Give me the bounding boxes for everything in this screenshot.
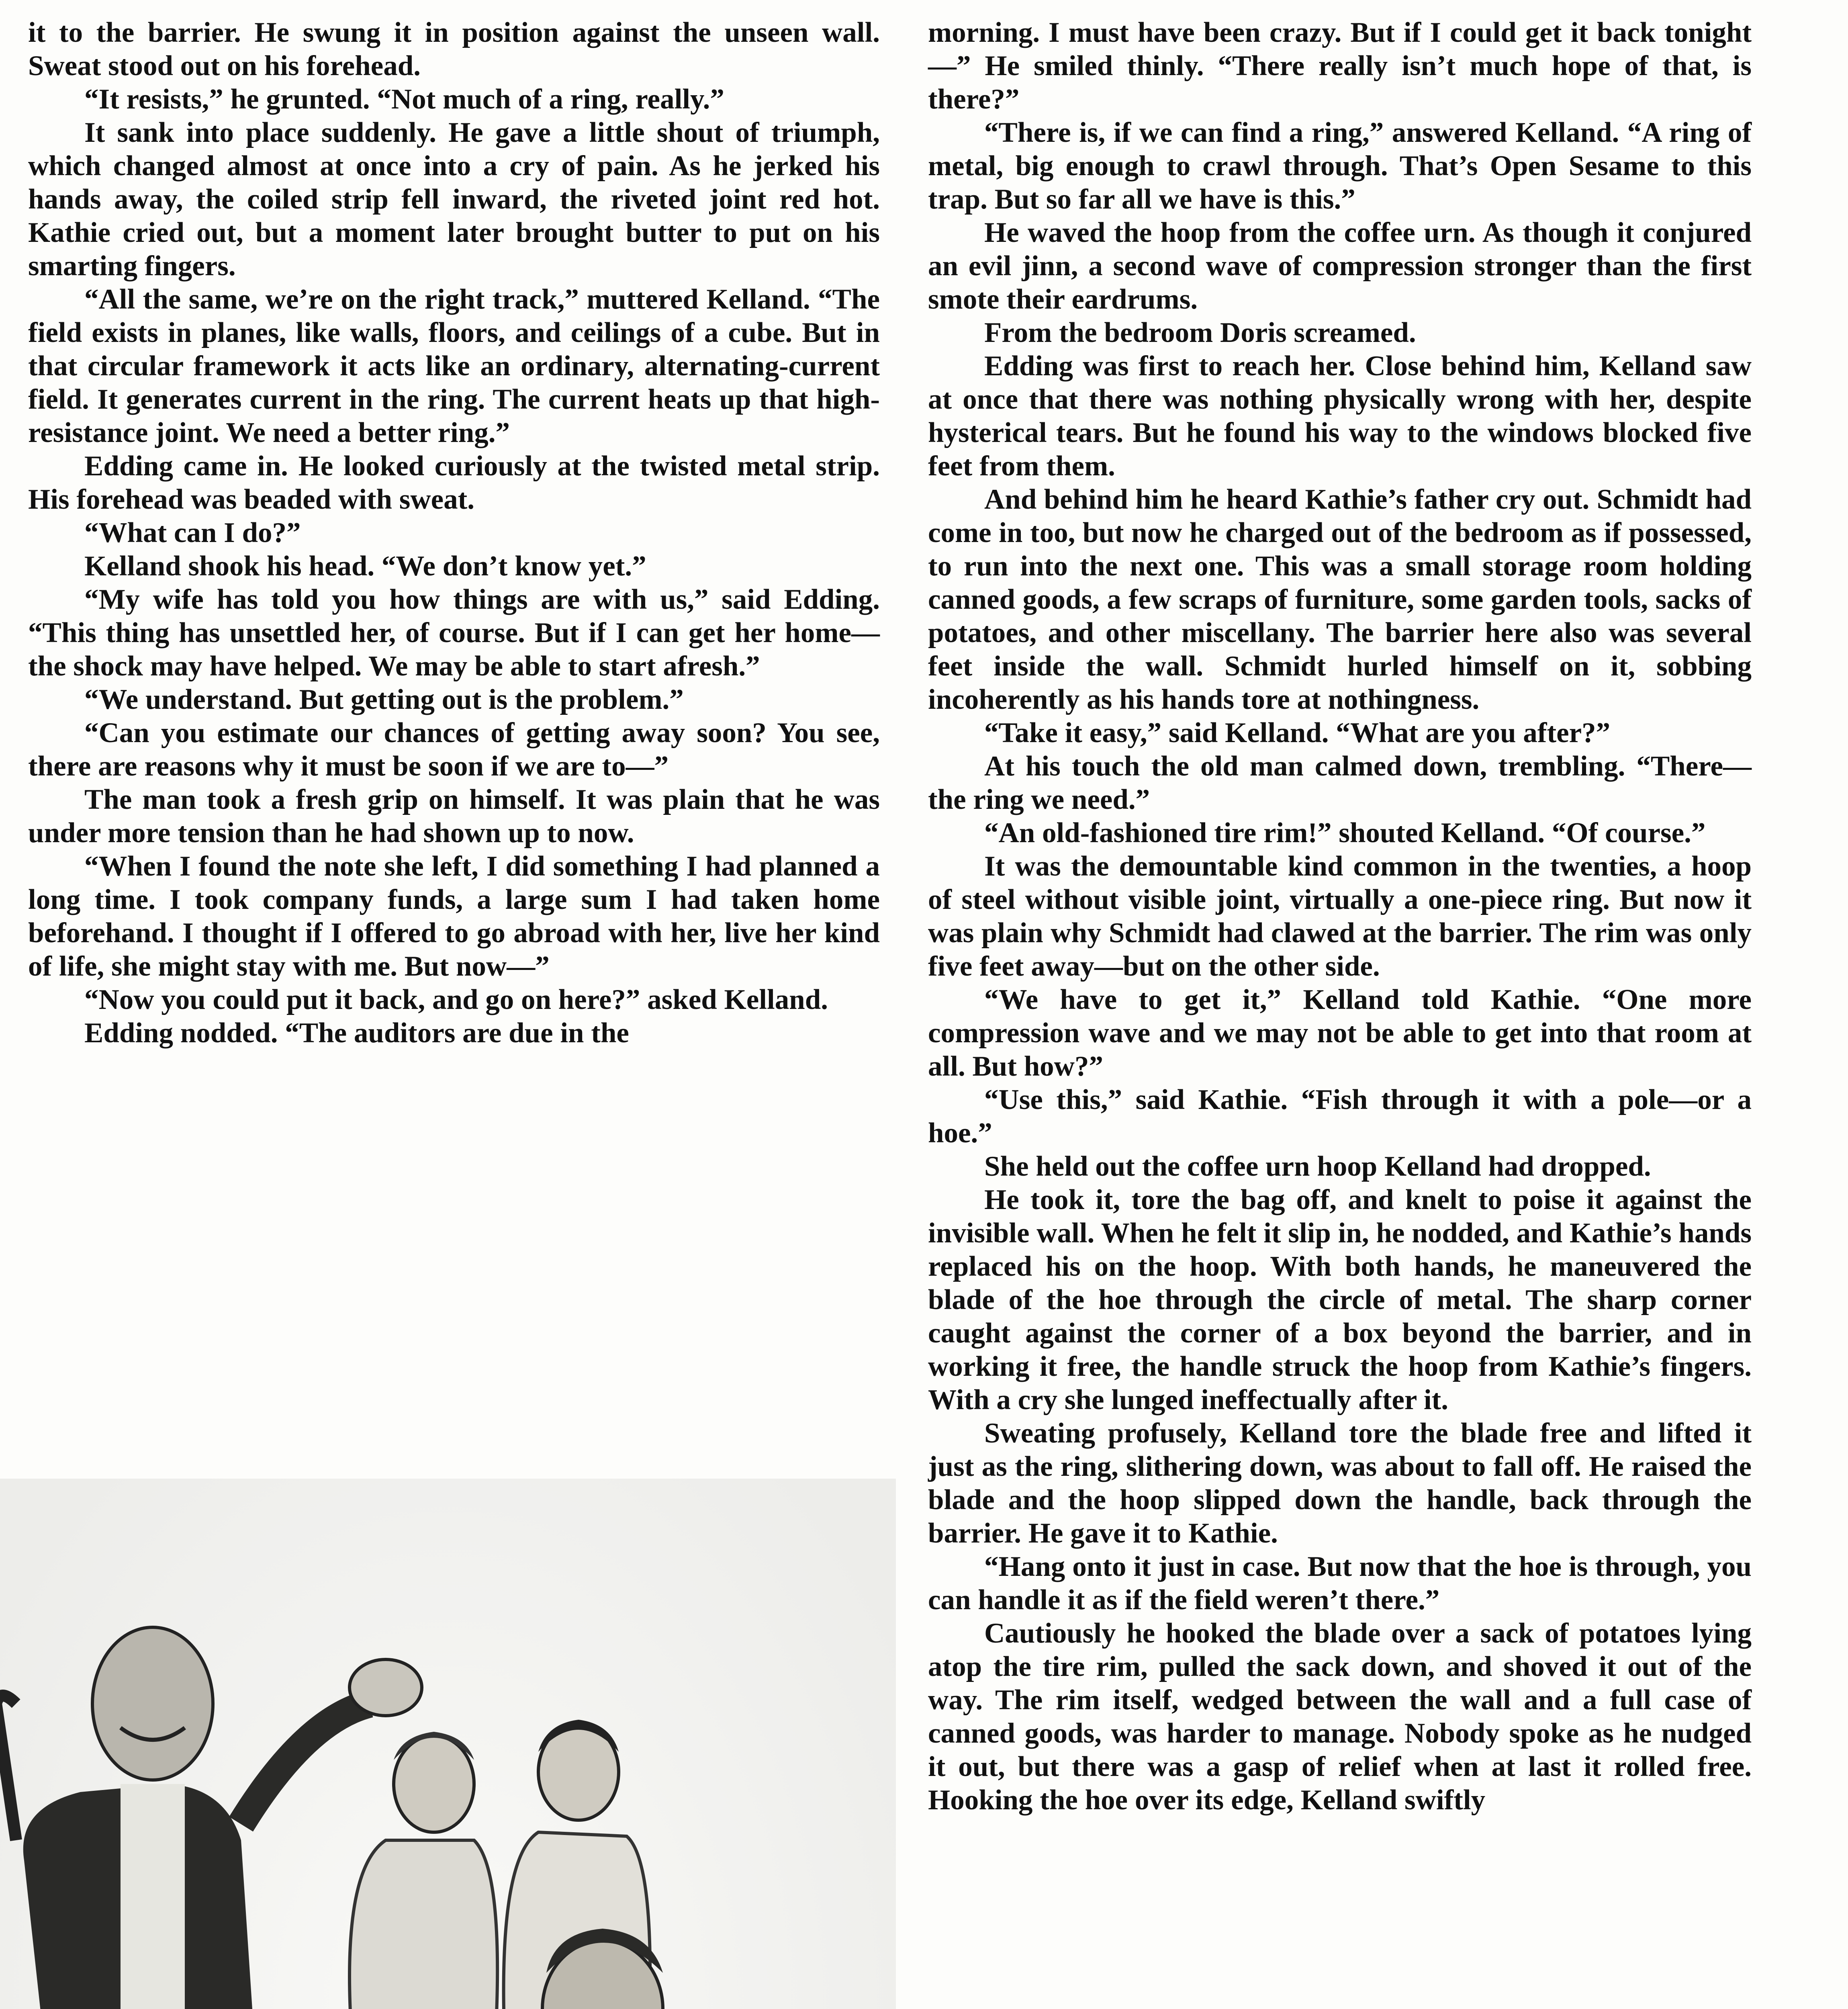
paragraph: From the bedroom Doris screamed. — [984, 317, 1416, 348]
paragraph: “It resists,” he grunted. “Not much of a ring, really.” — [84, 84, 724, 115]
paragraph: “We understand. But getting out is the problem.” — [84, 684, 684, 715]
paragraph: “Use this,” said Kathie. “Fish through it with a pole—or a hoe.” — [928, 1084, 1752, 1149]
paragraph: “All the same, we’re on the right track,” muttered Kelland. “The field exists in planes, like walls, floors, and ceilings of a cube. But in that circular framework it acts like an ordinary, alternating-current field. It generates current in the ring. The current heats up that high-resistance joint. We need a better ring.” — [28, 284, 880, 448]
paragraph: “There is, if we can find a ring,” answered Kelland. “A ring of metal, big enough to crawl through. That’s Open Sesame to this trap. But so far all we have is this.” — [928, 117, 1752, 215]
paragraph: He waved the hoop from the coffee urn. As though it conjured an evil jinn, a second wave of compression stronger than the first smote their eardrums. — [928, 217, 1752, 315]
right-text-column — [928, 16, 1752, 1817]
left-text-column — [28, 16, 880, 1050]
paragraph: “An old-fashioned tire rim!” shouted Kelland. “Of course.” — [984, 817, 1706, 849]
paragraph: it to the barrier. He swung it in position against the unseen wall. Sweat stood out on his forehead. — [28, 17, 880, 82]
paragraph: At his touch the old man calmed down, trembling. “There—the ring we need.” — [928, 751, 1752, 815]
paragraph: morning. I must have been crazy. But if I could get it back tonight—” He smiled thinly. “There really isn’t much hope of that, is there?” — [928, 17, 1752, 115]
paragraph: “My wife has told you how things are with us,” said Edding. “This thing has unsettled her, of course. But if I can get her home—the shock may have helped. We may be able to start afresh.” — [28, 584, 880, 682]
paragraph: Edding was first to reach her. Close behind him, Kelland saw at once that there was nothing physically wrong with her, despite hysterical tears. But he found his way to the windows blocked five feet from them. — [928, 350, 1752, 482]
paragraph: Sweating profusely, Kelland tore the blade free and lifted it just as the ring, slithering down, was about to fall off. He raised the blade and the hoop slipped down the handle, back through the barrier. He gave it to Kathie. — [928, 1418, 1752, 1549]
paragraph: She held out the coffee urn hoop Kelland had dropped. — [984, 1151, 1651, 1182]
paragraph: The man took a fresh grip on himself. It was plain that he was under more tension than he had shown up to now. — [28, 784, 880, 849]
paragraph: Kelland shook his head. “We don’t know yet.” — [84, 550, 646, 582]
paragraph: And behind him he heard Kathie’s father cry out. Schmidt had come in too, but now he charged out of the bedroom as if possessed, to run into the next one. This was a small storage room holding canned goods, a few scraps of furniture, some garden tools, sacks of potatoes, and other miscellany. The barrier here also was several feet inside the wall. Schmidt hurled himself on it, sobbing incoherently as his hands tore at nothingness. — [928, 484, 1752, 715]
paragraph: “Take it easy,” said Kelland. “What are you after?” — [984, 717, 1611, 749]
paragraph: “Now you could put it back, and go on here?” asked Kelland. — [84, 984, 828, 1015]
paragraph: It was the demountable kind common in the twenties, a hoop of steel without visible joint, virtually a one-piece ring. But now it was plain why Schmidt had clawed at the barrier. The rim was only five feet away—but on the other side. — [928, 851, 1752, 982]
paragraph: It sank into place suddenly. He gave a little shout of triumph, which changed almost at once into a cry of pain. As he jerked his hands away, the coiled strip fell inward, the riveted joint red hot. Kathie cried out, but a moment later brought butter to put on his smarting fingers. — [28, 117, 880, 282]
paragraph: “We have to get it,” Kelland told Kathie. “One more compression wave and we may not be able to get into that room at all. But how?” — [928, 984, 1752, 1082]
story-illustration — [0, 1479, 896, 2009]
paragraph: Edding nodded. “The auditors are due in the — [84, 1017, 629, 1049]
paragraph: “When I found the note she left, I did something I had planned a long time. I took company funds, a large sum I had taken home beforehand. I thought if I offered to go abroad with her, live her kind of life, she might stay with me. But now—” — [28, 851, 880, 982]
paragraph: He took it, tore the bag off, and knelt to poise it against the invisible wall. When he felt it slip in, he nodded, and Kathie’s hands replaced his on the hoop. With both hands, he maneuvered the blade of the hoe through the circle of metal. The sharp corner caught against the corner of a box beyond the barrier, and in working it free, the handle struck the hoop from Kathie’s fingers. With a cry she lunged ineffectually after it. — [928, 1184, 1752, 1416]
paragraph: “Hang onto it just in case. But now that the hoe is through, you can handle it as if the field weren’t there.” — [928, 1551, 1752, 1616]
paragraph: Edding came in. He looked curiously at the twisted metal strip. His forehead was beaded with sweat. — [28, 450, 880, 515]
paragraph: Cautiously he hooked the blade over a sack of potatoes lying atop the tire rim, pulled the sack down, and shoved it out of the way. The rim itself, wedged between the wall and a full case of canned goods, was harder to manage. Nobody spoke as he nudged it out, but there was a gasp of relief when at last it rolled free. Hooking the hoe over its edge, Kelland swiftly — [928, 1618, 1752, 1816]
paragraph: “What can I do?” — [84, 517, 301, 548]
paragraph: “Can you estimate our chances of getting away soon? You see, there are reasons why it must be soon if we are to—” — [28, 717, 880, 782]
